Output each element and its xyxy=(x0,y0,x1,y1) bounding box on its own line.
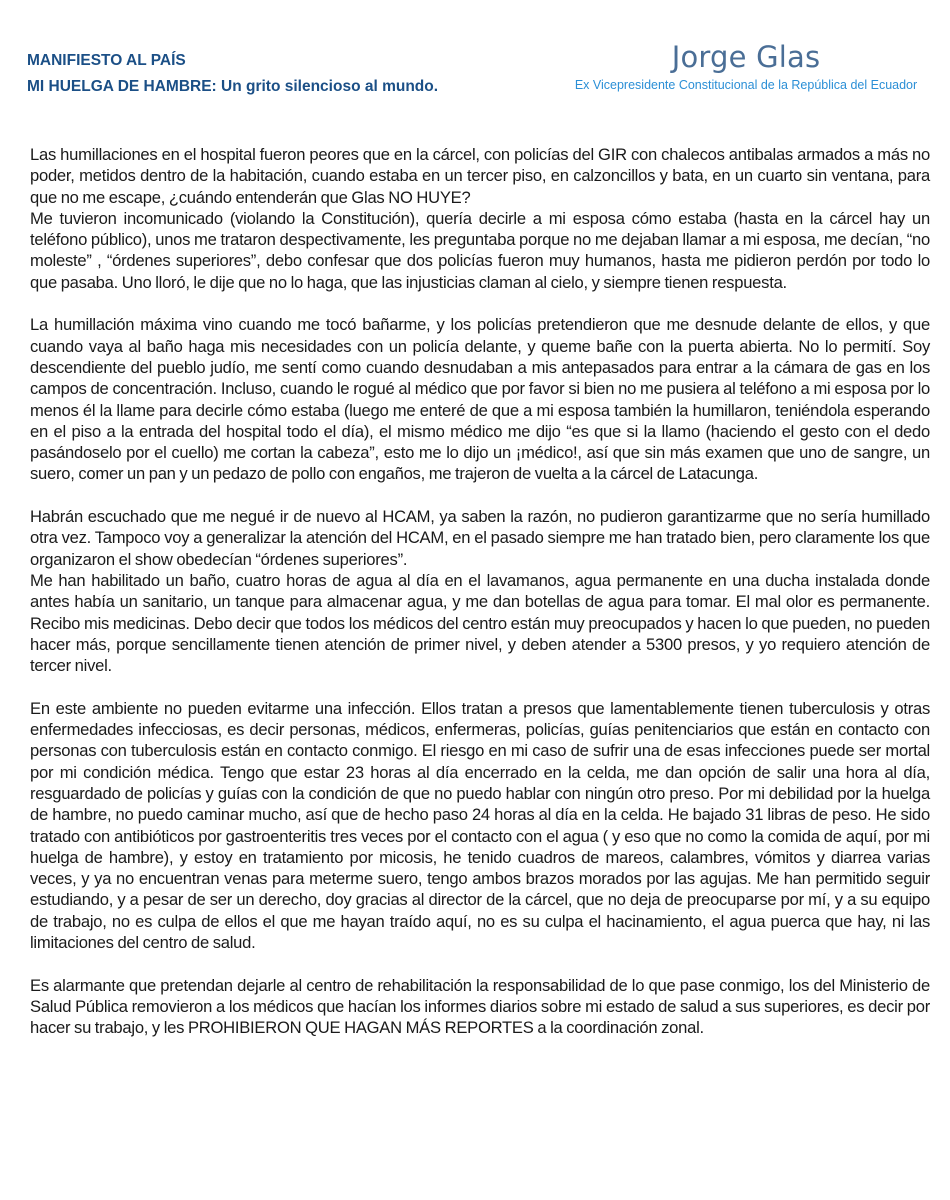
manifesto-title xyxy=(27,48,438,100)
manifesto-body xyxy=(30,144,930,1060)
paragraph: Las humillaciones en el hospital fueron peores que en la cárcel, con policías del GIR con chalecos antibalas armados a más no poder, metidos dentro de la habitación, cuando estaba en un tercer piso, en calzoncillos y bata, en un cuarto sin ventana, para que no me escape, ¿cuándo entenderán que Glas NO HUYE? xyxy=(30,145,930,207)
paragraph: Habrán escuchado que me negué ir de nuevo al HCAM, ya saben la razón, no pudieron garantizarme que no sería humillado otra vez. Tampoco voy a generalizar la atención del HCAM, en el pasado siempre me han tratado bien, pero claramente los que organizaron el show obedecían “órdenes superiores”. xyxy=(30,507,930,569)
author-role: Ex Vicepresidente Constitucional de la República del Ecuador xyxy=(574,78,918,92)
author-signature xyxy=(556,40,936,94)
title-line-1: MANIFIESTO AL PAÍS xyxy=(27,52,186,69)
title-line-2: MI HUELGA DE HAMBRE: Un grito silencioso al mundo. xyxy=(27,78,439,95)
document-header xyxy=(0,0,950,130)
paragraph: Me han habilitado un baño, cuatro horas de agua al día en el lavamanos, agua permanente en una ducha instalada donde antes había un sanitario, un tanque para almacenar agua, y me dan botellas de agua para tomar. El mal olor es permanente. Recibo mis medicinas. Debo decir que todos los médicos del centro están muy preocupados y hacen lo que pueden, no pueden hacer más, porque sencillamente tienen atención de primer nivel, y deben atender a 5300 presos, y yo requiero atención de tercer nivel. xyxy=(30,570,930,676)
paragraph: En este ambiente no pueden evitarme una infección. Ellos tratan a presos que lamentablemente tienen tuberculosis y otras enfermedades infecciosas, es decir personas, médicos, enfermeras, policías, guías penitenciarios que están en contacto con personas con tuberculosis están en contacto conmigo. El riesgo en mi caso de sufrir una de esas infecciones puede ser mortal por mi condición médica. Tengo que estar 23 horas al día encerrado en la celda, me dan opción de salir una hora al día, resguardado de policías y guías con la condición de que no puedo hablar con ningún otro preso. Por mi debilidad por la huelga de hambre, no puedo caminar mucho, así que de hecho paso 24 horas al día en la celda. He bajado 31 libras de peso. He sido tratado con antibióticos por gastroenteritis tres veces por el contacto con el agua ( y eso que no como la comida de aquí, por mi huelga de hambre), y estoy en tratamiento por micosis, he tenido cuadros de mareos, calambres, vómitos y diarrea varias veces, y ya no encuentran venas para meterme suero, tengo ambos brazos morados por las agujas. Me han permitido seguir estudiando, y a pesar de ser un derecho, doy gracias al director de la cárcel, que no deja de preocuparse por mí, y a su equipo de trabajo, no es culpa de ellos el que me hayan traído aquí, no es su culpa el hacinamiento, el agua puerca que hay, ni las limitaciones del centro de salud. xyxy=(30,698,930,952)
paragraph: La humillación máxima vino cuando me tocó bañarme, y los policías pretendieron que me desnude delante de ellos, y que cuando vaya al baño haga mis necesidades con un policía delante, y queme bañe con la puerta abierta. No lo permití. Soy descendiente del pueblo judío, me sentí como cuando desnudaban a mis antepasados para entrar a la cámara de gas en los campos de concentración. Incluso, cuando le rogué al médico que por favor si bien no me pusiera al teléfono a mi esposa por lo menos él la llame para decirle cómo estaba (luego me enteré de que a mi esposa también la humillaron, teniéndola esperando en el piso a la entrada del hospital todo el día), el mismo médico me dijo “es que si la llamo (haciendo el gesto con el dedo pasándoselo por el cuello) me cortan la cabeza”, esto me lo dijo un ¡médico!, así que sin más examen que uno de sangre, un suero, comer un pan y un pedazo de pollo con engaños, me trajeron de vuelta a la cárcel de Latacunga. xyxy=(30,315,930,484)
paragraph: Es alarmante que pretendan dejarle al centro de rehabilitación la responsabilidad de lo que pase conmigo, los del Ministerio de Salud Pública removieron a los médicos que hacían los informes diarios sobre mi estado de salud a sus superiores, es decir por hacer su trabajo, y les PROHIBIERON QUE HAGAN MÁS REPORTES a la coordinación zonal. xyxy=(30,975,930,1038)
paragraph: Me tuvieron incomunicado (violando la Constitución), quería decirle a mi esposa cómo estaba (hasta en la cárcel hay un teléfono público), unos me trataron despectivamente, les preguntaba porque no me dejaban llamar a mi esposa, me decían, “no moleste” , “órdenes superiores”, debo confesar que dos policías fueron muy humanos, hasta me pidieron perdón por todo lo que pasaba. Uno lloró, le dije que no lo haga, que las injusticias claman al cielo, y siempre tienen respuesta. xyxy=(30,208,930,292)
author-name: Jorge Glas xyxy=(671,40,821,74)
